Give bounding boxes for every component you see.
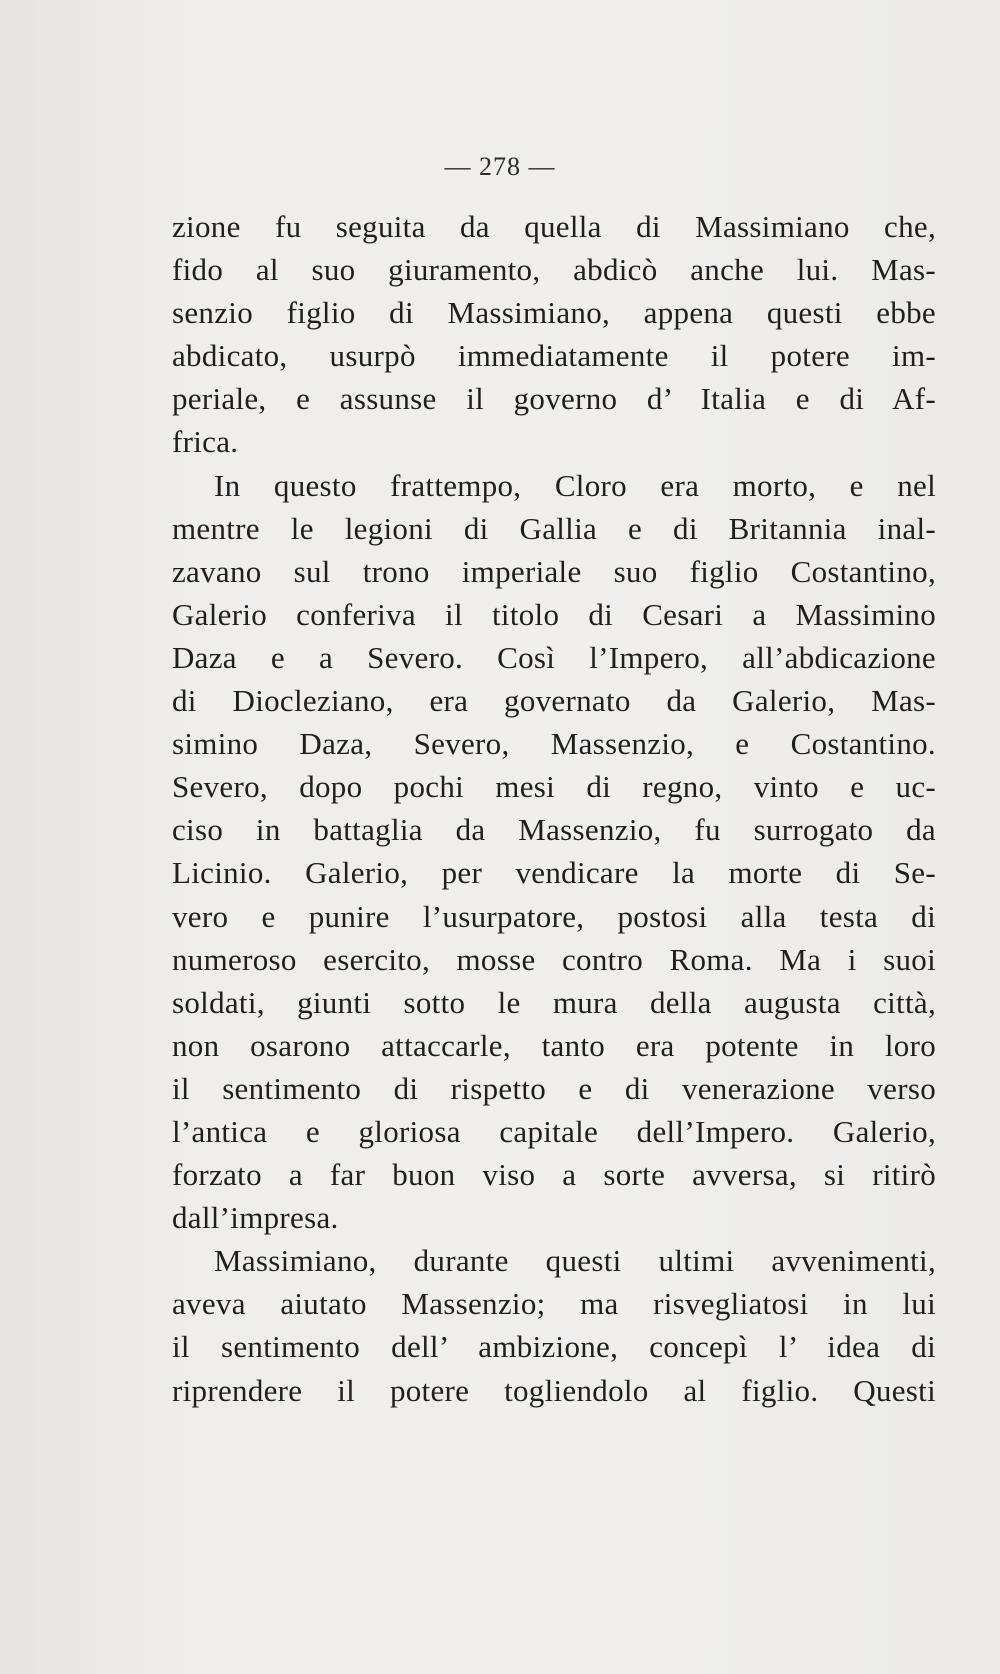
text-line: il sentimento di rispetto e di venerazione verso [172,1070,936,1106]
text-line: Daza e a Severo. Così l’Impero, all’abdicazione [172,639,936,675]
text-line: Severo, dopo pochi mesi di regno, vinto e uc- [172,769,936,805]
page-number: — 278 — [444,152,556,181]
text-line: zione fu seguita da quella di Massimiano che, [172,209,936,244]
text-line: senzio figlio di Massimiano, appena questi ebbe [172,295,936,331]
paragraph-start-line: In questo frattempo, Cloro era morto, e nel [214,467,936,503]
text-line: vero e punire l’usurpatore, postosi alla testa di [172,898,936,934]
text-line: Galerio conferiva il titolo di Cesari a Massimino [172,596,936,632]
text-line: zavano sul trono imperiale suo figlio Costantino, [172,553,936,589]
text-line: aveva aiutato Massenzio; ma risvegliatosi in lui [172,1286,936,1322]
text-line: dall’impresa. [172,1200,339,1236]
text-line: Licinio. Galerio, per vendicare la morte di Se- [172,855,936,891]
text-line: il sentimento dell’ ambizione, concepì l’ idea di [172,1329,936,1365]
body-text [172,205,936,1412]
text-line: abdicato, usurpò immediatamente il potere im- [172,338,936,374]
text-line: simino Daza, Severo, Massenzio, e Costantino. [172,726,936,762]
text-line: frica. [172,424,239,460]
text-line: fido al suo giuramento, abdicò anche lui. Mas- [172,252,936,288]
text-line: non osarono attaccarle, tanto era potente in loro [172,1027,936,1063]
text-line: numeroso esercito, mosse contro Roma. Ma i suoi [172,941,936,977]
text-line: mentre le legioni di Gallia e di Britannia inal- [172,510,936,546]
text-line: periale, e assunse il governo d’ Italia e di Af- [172,381,936,417]
text-line: di Diocleziano, era governato da Galerio, Mas- [172,683,936,719]
text-line: forzato a far buon viso a sorte avversa, si ritirò [172,1157,936,1193]
text-line: l’antica e gloriosa capitale dell’Impero. Galerio, [172,1113,936,1149]
text-line: riprendere il potere togliendolo al figlio. Questi [172,1372,936,1408]
text-line: soldati, giunti sotto le mura della augusta città, [172,984,936,1020]
text-line: ciso in battaglia da Massenzio, fu surrogato da [172,812,936,848]
paragraph-start-line: Massimiano, durante questi ultimi avvenimenti, [214,1243,936,1279]
